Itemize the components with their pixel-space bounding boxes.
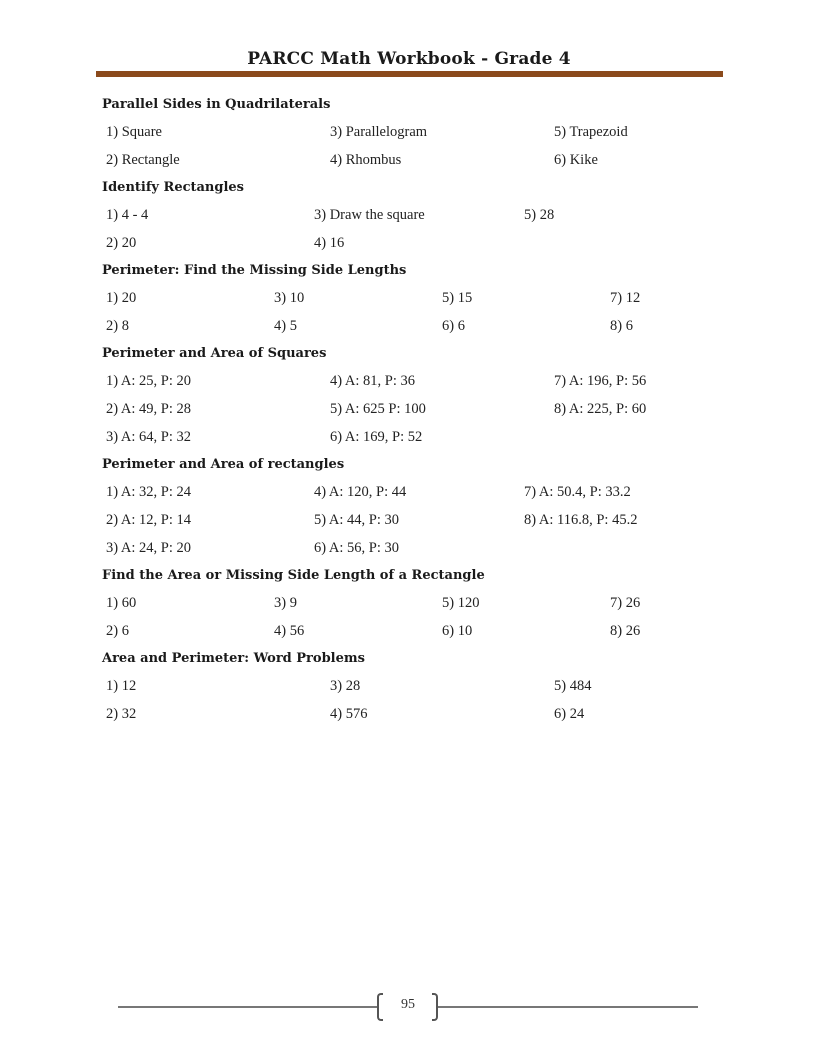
answer-item: 3) Parallelogram: [330, 124, 428, 140]
section-title: Perimeter and Area of Squares: [102, 346, 327, 361]
answer-item: 1) A: 25, P: 20: [106, 373, 191, 389]
answer-row: [102, 121, 722, 149]
answer-item: 6) 10: [442, 623, 473, 639]
section-identify-rectangles: [102, 177, 722, 260]
answer-row: [102, 509, 722, 537]
answer-item: 4) 56: [274, 623, 305, 639]
answer-item: 2) Rectangle: [106, 152, 180, 168]
answer-item: 3) A: 24, P: 20: [106, 540, 191, 556]
answer-row: [102, 398, 722, 426]
answer-item: 2) 8: [106, 318, 129, 334]
answer-item: 2) 6: [106, 623, 129, 639]
answer-row: [102, 537, 722, 565]
answer-item: 3) 10: [274, 290, 305, 306]
header-rule: [96, 71, 723, 77]
answer-item: 1) 12: [106, 678, 137, 694]
answer-row: [102, 370, 722, 398]
answer-item: 4) A: 81, P: 36: [330, 373, 415, 389]
answer-item: 4) Rhombus: [330, 152, 402, 168]
answer-row: [102, 703, 722, 731]
answer-item: 3) 9: [274, 595, 297, 611]
answer-item: 8) 26: [610, 623, 641, 639]
answer-item: 5) 28: [524, 207, 555, 223]
answer-item: 5) A: 44, P: 30: [314, 512, 399, 528]
answer-item: 3) Draw the square: [314, 207, 425, 223]
section-title: Perimeter: Find the Missing Side Lengths: [102, 263, 407, 278]
answer-item: 7) 12: [610, 290, 641, 306]
answer-row: [102, 675, 722, 703]
section-area-missing-side: [102, 565, 722, 648]
left-bracket-icon: [377, 993, 383, 1021]
answer-item: 6) A: 56, P: 30: [314, 540, 399, 556]
answer-item: 6) 6: [442, 318, 465, 334]
answer-item: 5) 120: [442, 595, 480, 611]
section-parallel-sides: [102, 94, 722, 177]
section-perimeter-missing-sides: [102, 260, 722, 343]
workbook-title: PARCC Math Workbook - Grade 4: [247, 49, 571, 69]
answer-item: 6) Kike: [554, 152, 598, 168]
answer-item: 8) A: 116.8, P: 45.2: [524, 512, 638, 528]
answer-item: 1) A: 32, P: 24: [106, 484, 191, 500]
answer-item: 2) 20: [106, 235, 137, 251]
answer-item: 5) Trapezoid: [554, 124, 628, 140]
answer-item: 6) 24: [554, 706, 585, 722]
answer-row: [102, 149, 722, 177]
answer-item: 8) A: 225, P: 60: [554, 401, 647, 417]
answer-row: [102, 620, 722, 648]
right-bracket-icon: [432, 993, 438, 1021]
answer-item: 4) A: 120, P: 44: [314, 484, 407, 500]
section-title: Parallel Sides in Quadrilaterals: [102, 97, 331, 112]
answer-row: [102, 426, 722, 454]
answer-item: 3) 28: [330, 678, 361, 694]
answer-item: 4) 576: [330, 706, 368, 722]
section-squares: [102, 343, 722, 454]
answer-row: [102, 232, 722, 260]
footer-rule-left: [118, 1006, 378, 1008]
answer-item: 2) A: 49, P: 28: [106, 401, 191, 417]
section-title: Area and Perimeter: Word Problems: [102, 651, 365, 666]
answer-row: [102, 592, 722, 620]
answer-item: 1) 4 - 4: [106, 207, 149, 223]
answer-item: 7) 26: [610, 595, 641, 611]
answer-item: 2) 32: [106, 706, 137, 722]
answer-row: [102, 481, 722, 509]
answer-item: 1) 60: [106, 595, 137, 611]
answer-item: 8) 6: [610, 318, 633, 334]
answer-item: 1) 20: [106, 290, 137, 306]
answer-item: 2) A: 12, P: 14: [106, 512, 191, 528]
answer-item: 4) 5: [274, 318, 297, 334]
page-header: [96, 48, 722, 70]
answer-item: 3) A: 64, P: 32: [106, 429, 191, 445]
section-title: Perimeter and Area of rectangles: [102, 457, 345, 472]
answer-row: [102, 204, 722, 232]
answer-item: 7) A: 50.4, P: 33.2: [524, 484, 631, 500]
answer-row: [102, 315, 722, 343]
answer-item: 7) A: 196, P: 56: [554, 373, 647, 389]
footer-rule-right: [438, 1006, 698, 1008]
answer-key: [102, 94, 722, 731]
answer-item: 5) A: 625 P: 100: [330, 401, 426, 417]
section-rectangles: [102, 454, 722, 565]
section-word-problems: [102, 648, 722, 731]
section-title: Identify Rectangles: [102, 180, 244, 195]
page-number: 95: [401, 997, 415, 1012]
answer-item: 5) 15: [442, 290, 473, 306]
section-title: Find the Area or Missing Side Length of a Rectangle: [102, 568, 485, 583]
answer-item: 5) 484: [554, 678, 592, 694]
answer-item: 6) A: 169, P: 52: [330, 429, 423, 445]
answer-item: 4) 16: [314, 235, 345, 251]
answer-row: [102, 287, 722, 315]
answer-item: 1) Square: [106, 124, 162, 140]
